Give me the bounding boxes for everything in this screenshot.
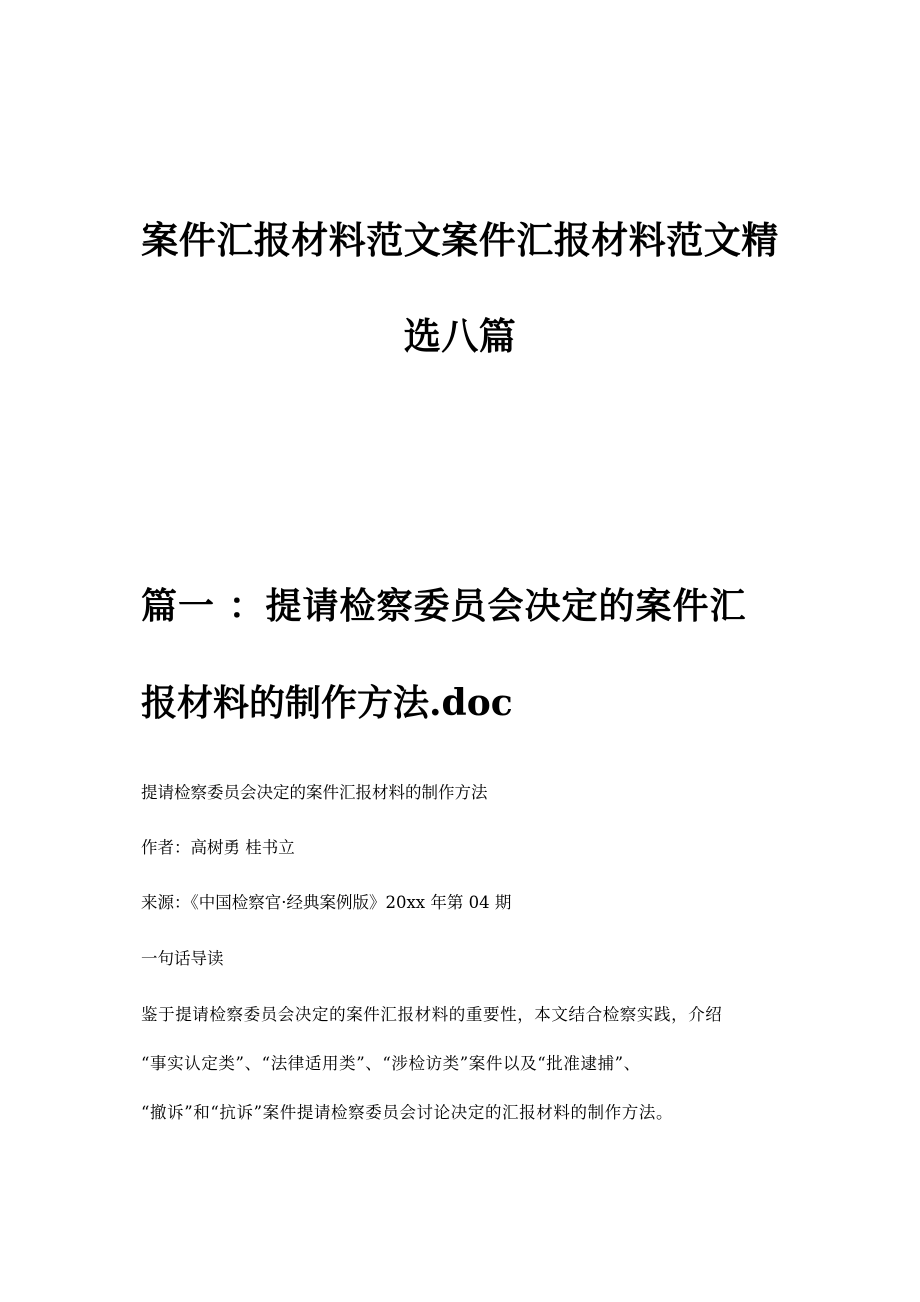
document-title-line-1: 案件汇报材料范文案件汇报材料范文精: [141, 218, 779, 262]
body-paragraph-line-1: 鉴于提请检察委员会决定的案件汇报材料的重要性，本文结合检察实践，介绍: [141, 1005, 723, 1024]
document-title-line-2: 选八篇: [403, 314, 517, 358]
body-paragraph-line-2: “事实认定类”、“法律适用类”、“涉检访类”案件以及“批准逮捕”、: [141, 1054, 641, 1073]
body-paragraph-line-3: “撤诉”和“抗诉”案件提请检察委员会讨论决定的汇报材料的制作方法。: [141, 1103, 674, 1122]
article-source: 来源：《中国检察官·经典案例版》20xx 年第 04 期: [141, 893, 512, 912]
section-heading-line-1: 篇一 ：提请检察委员会决定的案件汇: [141, 585, 747, 627]
lead-heading: 一句话导读: [141, 949, 224, 968]
section-heading-line-2: 报材料的制作方法.doc: [141, 682, 513, 724]
article-author: 作者：高树勇 桂书立: [141, 838, 295, 857]
article-subtitle: 提请检察委员会决定的案件汇报材料的制作方法: [141, 783, 488, 802]
